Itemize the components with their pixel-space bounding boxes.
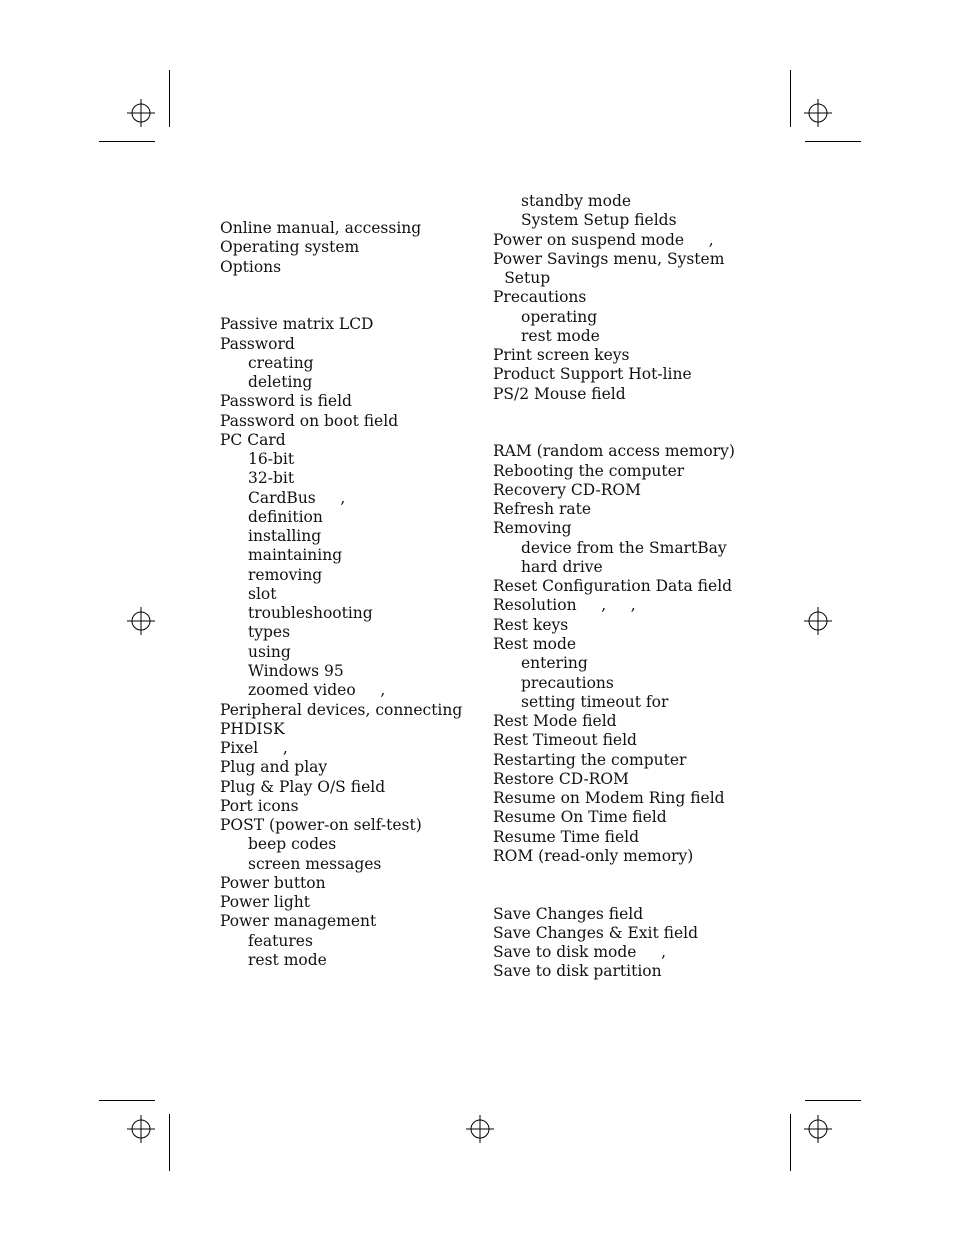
index-entry: ROM (read-only memory)	[493, 846, 694, 865]
index-entry: Plug and play	[220, 758, 328, 777]
registration-mark-icon	[127, 1115, 155, 1143]
index-subentry: beep codes	[248, 835, 337, 854]
index-subentry: types	[248, 623, 291, 642]
index-subentry: 32-bit	[248, 469, 295, 488]
index-entry: Resume on Modem Ring field	[493, 789, 725, 808]
index-subentry: setting timeout for	[521, 692, 669, 711]
index-entry: Online manual, accessing	[220, 219, 422, 237]
index-entry: Power Savings menu, System	[493, 249, 725, 268]
index-subentry: removing	[248, 565, 323, 584]
index-entry: Save to disk partition	[493, 962, 662, 981]
index-subentry: creating	[248, 353, 314, 372]
crop-line	[790, 1114, 791, 1171]
registration-mark-icon	[804, 1115, 832, 1143]
index-subentry: screen messages	[248, 854, 382, 873]
crop-line	[169, 70, 170, 127]
crop-line	[790, 70, 791, 127]
index-subentry: zoomed video ,	[248, 681, 386, 700]
index-entry: Resolution , ,	[493, 596, 636, 615]
index-entry: Pixel ,	[220, 739, 288, 758]
index-entry: Passive matrix LCD	[220, 315, 374, 334]
index-entry: Power light	[220, 893, 310, 912]
index-entry: Password on boot field	[220, 411, 399, 430]
index-subentry: rest mode	[521, 326, 600, 345]
index-subentry: System Setup fields	[521, 211, 677, 230]
index-subentry: slot	[248, 584, 277, 603]
index-subentry: installing	[248, 527, 322, 546]
index-entry: Rest Mode field	[493, 712, 617, 731]
index-entry: Resume On Time field	[493, 808, 667, 827]
index-subentry: Windows 95	[248, 661, 344, 680]
index-subentry: operating	[521, 307, 598, 326]
index-entry: Reset Configuration Data field	[493, 577, 733, 596]
index-entry: Save Changes & Exit field	[493, 923, 699, 942]
index-entry: Resume Time field	[493, 827, 640, 846]
registration-mark-icon	[466, 1115, 494, 1143]
index-entry: Options	[220, 257, 282, 276]
index-entry: Power management	[220, 912, 377, 931]
index-entry: Power button	[220, 873, 326, 892]
index-subentry: Setup	[504, 269, 551, 288]
index-entry: Rest Timeout field	[493, 731, 637, 750]
index-entry: Recovery CD-ROM	[493, 480, 641, 499]
registration-mark-icon	[127, 99, 155, 127]
crop-line	[99, 141, 155, 142]
index-entry: Operating system	[220, 238, 360, 257]
index-entry: Precautions	[493, 288, 587, 307]
index-entry: Rest keys	[493, 615, 569, 634]
registration-mark-icon	[804, 607, 832, 635]
index-entry: Print screen keys	[493, 346, 630, 365]
registration-mark-icon	[127, 607, 155, 635]
index-subentry: precautions	[521, 673, 614, 692]
index-entry: Peripheral devices, connecting	[220, 700, 463, 719]
crop-line	[99, 1100, 155, 1101]
index-entry: Rest mode	[493, 634, 577, 653]
index-subentry: definition	[248, 507, 323, 526]
crop-line	[805, 1100, 861, 1101]
index-entry: Save to disk mode ,	[493, 943, 667, 962]
index-entry: PHDISK	[220, 719, 285, 738]
index-entry: Plug & Play O/S field	[220, 777, 386, 796]
index-entry: Refresh rate	[493, 500, 592, 519]
index-entry: Product Support Hot-line	[493, 365, 692, 384]
index-subentry: 16-bit	[248, 450, 295, 469]
index-entry: Save Changes field	[493, 904, 644, 923]
index-subentry: hard drive	[521, 557, 603, 576]
index-entry: Port icons	[220, 796, 299, 815]
index-subentry: troubleshooting	[248, 604, 373, 623]
index-entry: Rebooting the computer	[493, 461, 685, 480]
index-entry: Restarting the computer	[493, 750, 687, 769]
index-subentry: standby mode	[521, 192, 632, 210]
index-subentry: maintaining	[248, 546, 343, 565]
index-subentry: CardBus ,	[248, 488, 346, 507]
index-entry: Password is field	[220, 392, 352, 411]
index-entry: POST (power-on self-test)	[220, 816, 422, 835]
index-entry: Removing	[493, 519, 572, 538]
index-entry: PC Card	[220, 430, 286, 449]
registration-mark-icon	[804, 99, 832, 127]
index-subentry: rest mode	[248, 950, 327, 969]
index-subentry: device from the SmartBay	[521, 538, 727, 557]
index-entry: Restore CD-ROM	[493, 769, 629, 788]
index-subentry: entering	[521, 654, 588, 673]
index-entry: Password	[220, 334, 295, 353]
crop-line	[169, 1114, 170, 1171]
index-entry: PS/2 Mouse field	[493, 384, 626, 403]
index-entry: RAM (random access memory)	[493, 442, 735, 461]
index-subentry: deleting	[248, 373, 313, 392]
index-subentry: features	[248, 931, 313, 950]
index-entry: Power on suspend mode ,	[493, 230, 714, 249]
crop-line	[805, 141, 861, 142]
index-subentry: using	[248, 642, 291, 661]
